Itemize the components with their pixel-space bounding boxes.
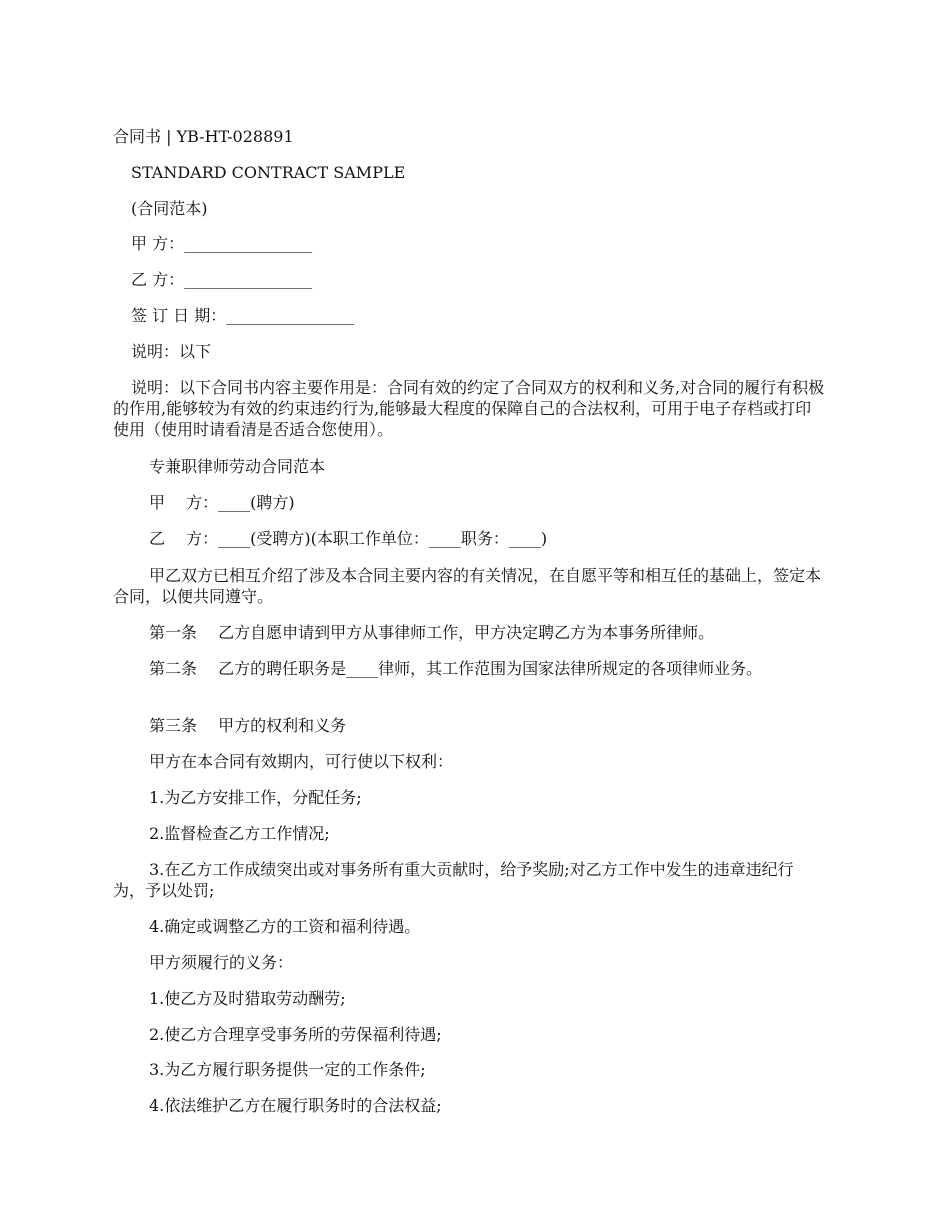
duty-item-3: 3.为乙方履行职务提供一定的工作条件; [149, 1060, 426, 1079]
party-a-field: 甲 方：________________ [131, 234, 313, 253]
contract-party-b: 乙 方：____(受聘方)(本职工作单位：____职务：____) [149, 529, 548, 548]
party-b-field: 乙 方：________________ [131, 270, 313, 289]
rights-intro: 甲方在本合同有效期内，可行使以下权利： [149, 752, 454, 771]
article-2: 第二条 乙方的聘任职务是____律师，其工作范围为国家法律所规定的各项律师业务。 [149, 659, 763, 678]
right-item-2: 2.监督检查乙方工作情况; [149, 824, 330, 843]
duties-intro: 甲方须履行的义务： [149, 953, 294, 972]
note-short: 说明：以下 [131, 342, 212, 361]
sign-date-field: 签 订 日 期：________________ [131, 306, 355, 325]
right-item-4: 4.确定或调整乙方的工资和福利待遇。 [149, 917, 421, 936]
right-item-1: 1.为乙方安排工作，分配任务; [149, 788, 362, 807]
duty-item-2: 2.使乙方合理享受事务所的劳保福利待遇; [149, 1025, 442, 1044]
document-subtitle-cn: (合同范本) [131, 199, 208, 218]
contract-party-a: 甲 方：____(聘方) [149, 493, 295, 512]
document-title: 合同书 | YB-HT-028891 [113, 127, 294, 146]
duty-item-1: 1.使乙方及时猎取劳动酬劳; [149, 989, 346, 1008]
right-item-3: 3.在乙方工作成绩突出或对事务所有重大贡献时，给予奖励;对乙方工作中发生的违章违纪行为，予以处罚; [113, 860, 794, 900]
article-1: 第一条 乙方自愿申请到甲方从事律师工作，甲方决定聘乙方为本事务所律师。 [149, 623, 715, 642]
article-3: 第三条 甲方的权利和义务 [149, 716, 347, 735]
contract-intro: 甲乙双方已相互介绍了涉及本合同主要内容的有关情况，在自愿平等和相互任的基础上，签定本合同，以便共同遵守。 [113, 566, 822, 606]
document-subtitle: STANDARD CONTRACT SAMPLE [131, 163, 406, 182]
note-paragraph: 说明：以下合同书内容主要作用是：合同有效的约定了合同双方的权利和义务,对合同的履行有积极的作用,能够较为有效的约束违约行为,能够最大程度的保障自己的合法权利，可用于电子存档或打印使用（使用时请看清是否适合您使用）。 [113, 378, 825, 439]
duty-item-4: 4.依法维护乙方在履行职务时的合法权益; [149, 1096, 442, 1115]
contract-title: 专兼职律师劳动合同范本 [149, 457, 326, 476]
